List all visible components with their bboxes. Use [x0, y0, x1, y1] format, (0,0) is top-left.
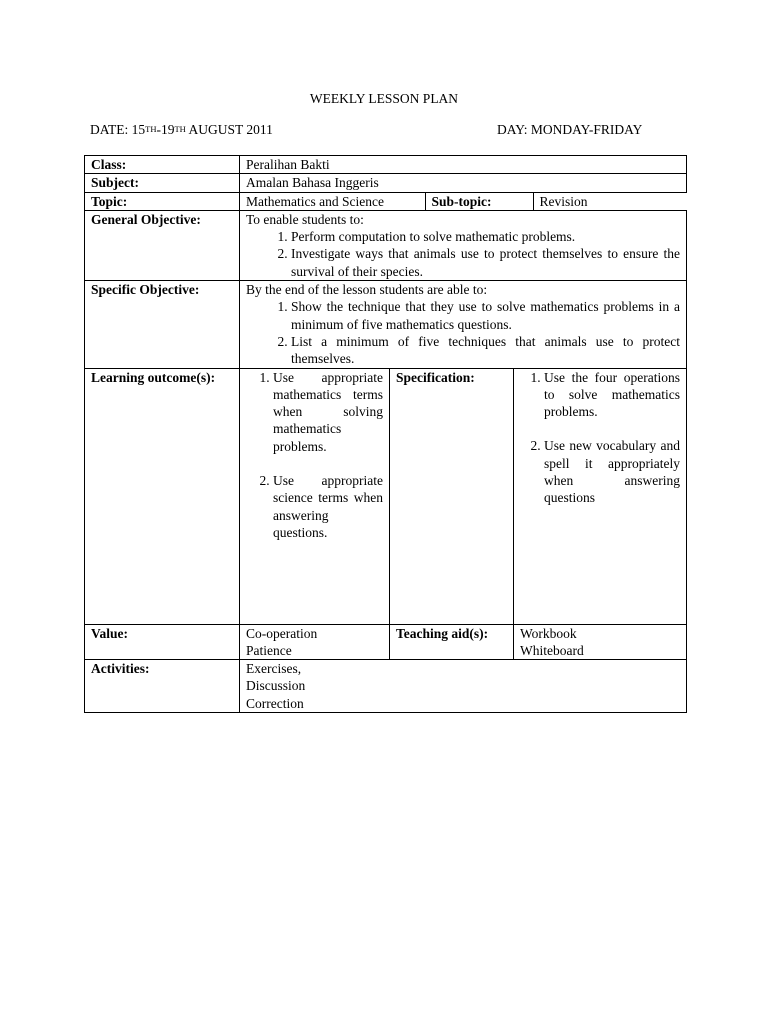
date-prefix: DATE: 15	[90, 122, 146, 137]
activity-item: Discussion	[246, 678, 306, 694]
list-item: 1. Use appropriate mathematics terms when solving mathematics problems.	[273, 369, 383, 455]
teaching-aid-item: Whiteboard	[520, 642, 584, 658]
subtopic-label: Sub-topic:	[425, 193, 533, 210]
specific-objective-label: Specific Objective:	[85, 281, 240, 368]
topic-subtable	[240, 193, 687, 210]
lesson-plan-table	[84, 155, 687, 713]
value-row	[85, 624, 687, 660]
class-label: Class:	[85, 156, 240, 174]
specific-objective-content	[240, 281, 687, 368]
document-title: WEEKLY LESSON PLAN	[309, 91, 459, 106]
subtopic-value: Revision	[539, 193, 588, 209]
list-item: 2. Investigate ways that animals use to protect themselves to ensure the survival of their species.	[291, 245, 680, 280]
topic-cell	[240, 192, 687, 210]
activity-item: Correction	[246, 695, 304, 711]
value-label: Value:	[85, 624, 240, 660]
activity-item: Exercises,	[246, 661, 302, 677]
specific-objective-intro: By the end of the lesson students are able to:	[246, 282, 488, 298]
teaching-aid-label: Teaching aid(s):	[390, 624, 514, 660]
teaching-aid-content	[514, 624, 687, 660]
learning-outcome-content	[240, 368, 390, 624]
date-line	[90, 121, 273, 138]
date-middle: -19	[156, 122, 175, 137]
list-item: 2. List a minimum of five techniques that animals use to protect themselves.	[291, 333, 680, 368]
list-item: 2. Use appropriate science terms when answering questions.	[273, 472, 383, 541]
general-objective-intro: To enable students to:	[246, 211, 364, 227]
specification-list	[520, 369, 680, 507]
general-objective-label: General Objective:	[85, 210, 240, 280]
value-item: Co-operation	[246, 625, 318, 641]
date-superscript-start: TH	[145, 124, 157, 134]
learning-outcome-list	[246, 369, 383, 542]
value-item: Patience	[246, 642, 292, 658]
specific-objective-row	[85, 281, 687, 368]
list-item: 2. Use new vocabulary and spell it appropriately when answering questions	[544, 437, 680, 506]
specific-objective-list	[246, 298, 680, 367]
learning-outcome-row	[85, 368, 687, 624]
date-suffix: AUGUST 2011	[185, 122, 273, 137]
list-item: 1. Perform computation to solve mathematic problems.	[291, 228, 680, 245]
general-objective-row	[85, 210, 687, 280]
subject-value: Amalan Bahasa Inggeris	[240, 174, 687, 192]
date-superscript-end: TH	[174, 124, 186, 134]
activities-row	[85, 660, 687, 713]
class-row	[85, 156, 687, 174]
teaching-aid-item: Workbook	[520, 625, 577, 641]
general-objective-content	[240, 210, 687, 280]
list-item: 1. Use the four operations to solve mathematics problems.	[544, 369, 680, 421]
specification-content	[514, 368, 687, 624]
list-item: 1. Show the technique that they use to solve mathematics problems in a minimum of five mathematics questions.	[291, 298, 680, 333]
learning-outcome-label: Learning outcome(s):	[85, 368, 240, 624]
specification-label: Specification:	[390, 368, 514, 624]
value-content	[240, 624, 390, 660]
topic-label: Topic:	[85, 192, 240, 210]
topic-value: Mathematics and Science	[240, 193, 425, 210]
subject-label: Subject:	[85, 174, 240, 192]
activities-label: Activities:	[85, 660, 240, 713]
subject-row	[85, 174, 687, 192]
topic-row	[85, 192, 687, 210]
day-line: DAY: MONDAY-FRIDAY	[497, 122, 643, 137]
class-value: Peralihan Bakti	[240, 156, 687, 174]
activities-content	[240, 660, 687, 713]
general-objective-list	[246, 228, 680, 280]
